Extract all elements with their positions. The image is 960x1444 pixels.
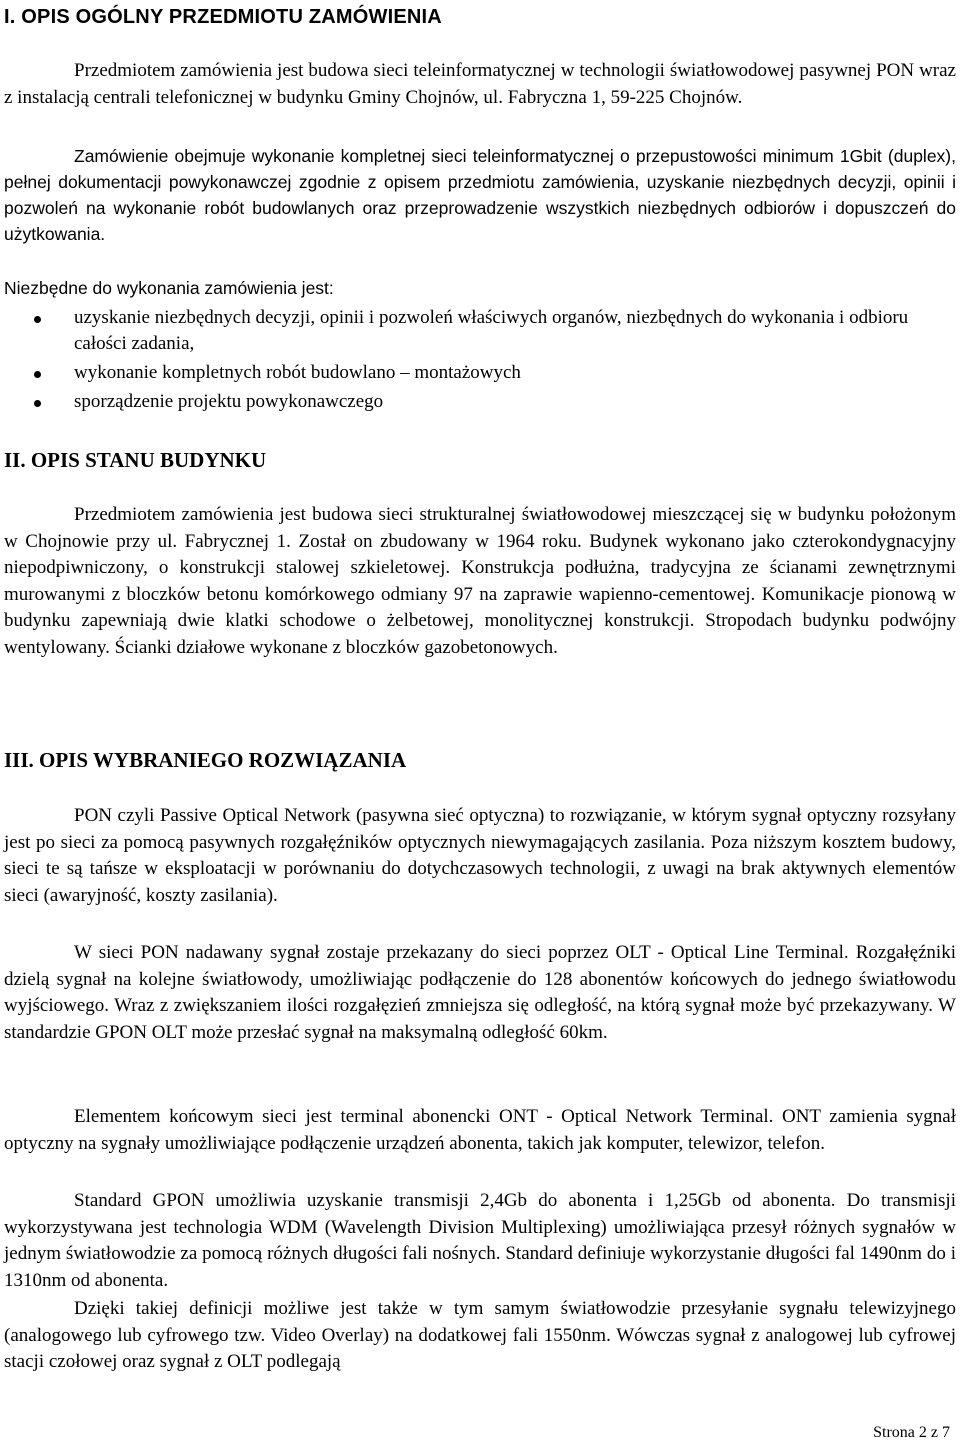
list-item-text: uzyskanie niezbędnych decyzji, opinii i pozwoleń właściwych organów, niezbędnych do wykonania i odbioru całości zadania, [74,307,909,354]
section-3-heading: III. OPIS WYBRANIEGO ROZWIĄZANIA [4,748,407,772]
section-1-paragraph-2: Zamówienie obejmuje wykonanie kompletnej sieci teleinformatycznej o przepustowości minimum 1Gbit (duplex), pełnej dokumentacji powykonawczej zgodnie z opisem przedmiotu zamówienia, uzyskanie niezbędnych decyzji, opinii i pozwoleń na wykonanie robót budowlanych oraz przeprowadzenie wszystkich niezbędnych odbiorów i dopuszczeń do użytkowania. [4,146,956,244]
section-2-paragraph-1: Przedmiotem zamówienia jest budowa sieci strukturalnej światłowodowej mieszczącej się w budynku położonym w Chojnowie przy ul. Fabrycznej 1. Został on zbudowany w 1964 roku. Budynek wykonano jako czterokondygnacyjny niepodpiwniczony, o konstrukcji stalowej szkieletowej. Konstrukcja podłużna, tradycyjna ze ścianami zewnętrznymi murowanymi z bloczków betonu komórkowego odmiany 97 na zaprawie wapienno-cementowej. Komunikacje pionową w budynku zapewniają dwie klatki schodowe o żelbetowej, monolitycznej konstrukcji. Stropodach budynku podwójny wentylowany. Ścianki działowe wykonane z bloczków gazobetonowych. [4,504,956,658]
section-3-paragraph-1: PON czyli Passive Optical Network (pasywna sieć optyczna) to rozwiązanie, w którym sygnał optyczny rozsyłany jest po sieci za pomocą pasywnych rozgałęźników optycznych niewymagających zasilania. Poza niższym kosztem budowy, sieci te są tańsze w eksploatacji w porównaniu do dotychczasowych technologii, z uwagi na brak aktywnych elementów sieci (awaryjność, koszty zasilania). [4,805,956,906]
list-item-text: sporządzenie projektu powykonawczego [74,391,384,412]
section-1-heading: I. OPIS OGÓLNY PRZEDMIOTU ZAMÓWIENIA [4,6,442,28]
bullet-icon [34,371,41,378]
requirements-list [4,305,956,418]
section-3-paragraph-3: Elementem końcowym sieci jest terminal abonencki ONT - Optical Network Terminal. ONT zamienia sygnał optyczny na sygnały umożliwiające podłączenie urządzeń abonenta, takich jak komputer, telewizor, telefon. [4,1106,956,1154]
list-item [4,360,956,386]
section-3-paragraph-4: Standard GPON umożliwia uzyskanie transmisji 2,4Gb do abonenta i 1,25Gb od abonenta. Do transmisji wykorzystywana jest technologia WDM (Wavelength Division Multiplexing) umożliwiająca przesył różnych sygnałów w jednym światłowodzie za pomocą różnych długości fali nośnych. Standard definiuje wykorzystanie długości fal 1490nm do i 1310nm od abonenta. [4,1190,956,1291]
section-2-heading: II. OPIS STANU BUDYNKU [4,448,267,472]
bullet-icon [34,316,41,323]
list-item-text: wykonanie kompletnych robót budowlano – montażowych [74,362,521,383]
bullet-icon [34,400,41,407]
page-number: Strona 2 z 7 [873,1424,950,1441]
list-item [4,305,956,357]
section-3-paragraph-2: W sieci PON nadawany sygnał zostaje przekazany do sieci poprzez OLT - Optical Line Terminal. Rozgałęźniki dzielą sygnał na kolejne światłowody, umożliwiając podłączenie do 128 abonentów końcowych do jednego światłowodu wyjściowego. Wraz z zwiększaniem ilości rozgałęzień zmniejsza się odległość, na którą sygnał może być przekazywany. W standardzie GPON OLT może przesłać sygnał na maksymalną odległość 60km. [4,942,956,1043]
section-1-paragraph-1: Przedmiotem zamówienia jest budowa sieci teleinformatycznej w technologii światłowodowej pasywnej PON wraz z instalacją centrali telefonicznej w budynku Gminy Chojnów, ul. Fabryczna 1, 59-225 Chojnów. [4,60,956,108]
list-item [4,389,956,415]
section-3-paragraph-5: Dzięki takiej definicji możliwe jest także w tym samym światłowodzie przesyłanie sygnału telewizyjnego (analogowego lub cyfrowego tzw. Video Overlay) na dodatkowej fali 1550nm. Wówczas sygnał z analogowej lub cyfrowej stacji czołowej oraz sygnał z OLT podlegają [4,1298,956,1372]
section-1-paragraph-3: Niezbędne do wykonania zamówienia jest: [4,278,334,298]
